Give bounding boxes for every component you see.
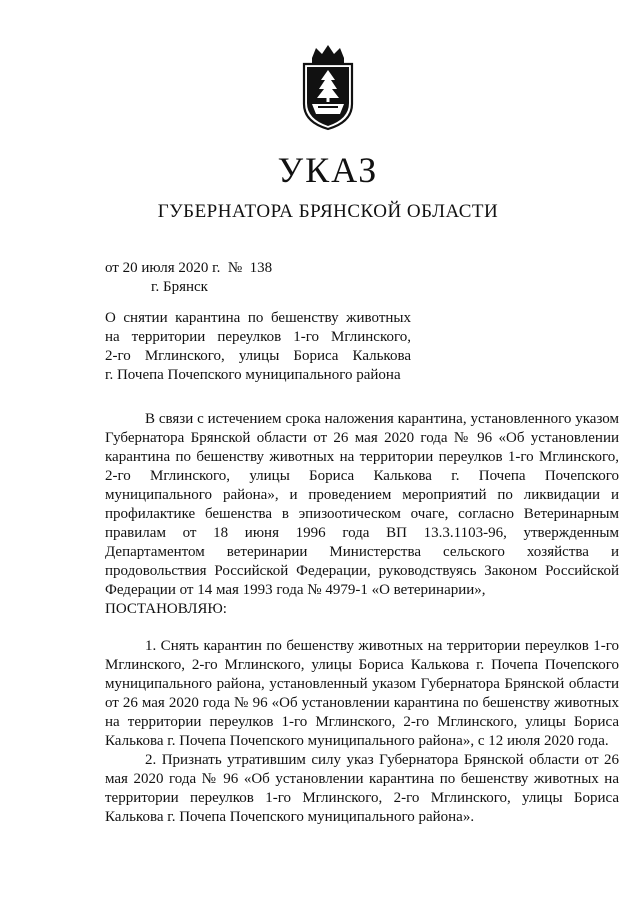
document-title: УКАЗ	[277, 150, 379, 190]
date-number-line: от 20 июля 2020 г. № 138	[105, 260, 273, 276]
item-2-paragraph: 2. Признать утратившим силу указ Губернатора Брянской области от 26 мая 2020 года № 96 «Об установлении карантина по бешенству животных на территории переулков 1-го Мглинского, 2-го Мглинского, улицы Бориса Калькова г. Почепа Почепского муниципального района».	[105, 752, 619, 825]
document-meta	[105, 259, 272, 297]
document-subject	[105, 309, 411, 385]
resolve-line: ПОСТАНОВЛЯЮ:	[105, 601, 227, 617]
subject-line: г. Почепа Почепского муниципального района	[105, 367, 401, 383]
document-body	[105, 410, 619, 827]
item-1-paragraph: 1. Снять карантин по бешенству животных на территории переулков 1-го Мглинского, 2-го Мглинского, улицы Бориса Калькова г. Почепа Почепского муниципального района, установленный указом Губернатора Брянской области от 26 мая 2020 года № 96 «Об установлении карантина по бешенству животных на территории переулков 1-го Мглинского, 2-го Мглинского, улицы Бориса Калькова г. Почепа Почепского муниципального района», с 12 июля 2020 года.	[105, 638, 619, 749]
emblem-graphic	[298, 42, 358, 132]
subject-line: О снятии карантина по бешенству животных	[105, 310, 411, 326]
city-line: г. Брянск	[151, 279, 208, 295]
subject-line: 2-го Мглинского, улицы Бориса Калькова	[105, 348, 411, 364]
document-subtitle: ГУБЕРНАТОРА БРЯНСКОЙ ОБЛАСТИ	[157, 201, 499, 222]
bryansk-coat-of-arms-icon	[298, 42, 358, 132]
preamble-paragraph: В связи с истечением срока наложения карантина, установленного указом Губернатора Брянской области от 26 мая 2020 года № 96 «Об установлении карантина по бешенству животных на территории переулков 1-го Мглинского, 2-го Мглинского, улицы Бориса Калькова г. Почепа Почепского муниципального района», и проведением мероприятий по ликвидации и профилактике бешенства в эпизоотическом очаге, согласно Ветеринарным правилам от 18 июня 1996 года ВП 13.3.1103-96, утвержденным Департаментом ветеринарии Министерства сельского хозяйства и продовольствия Российской Федерации, руководствуясь Законом Российской Федерации от 14 мая 1993 года № 4979-1 «О ветеринарии»,	[105, 411, 619, 598]
subject-line: на территории переулков 1-го Мглинского,	[105, 329, 411, 345]
